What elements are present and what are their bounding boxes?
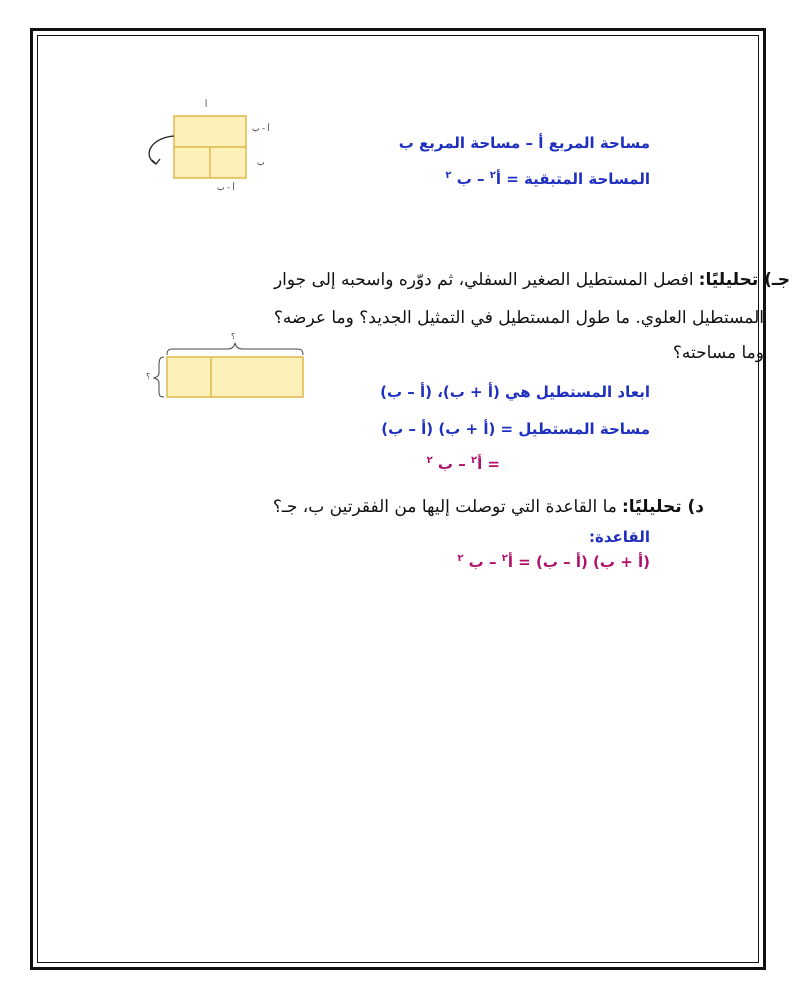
remaining-area-line: المساحة المتبقية = أ$^٢$ – ب $^٢$ xyxy=(445,170,650,188)
question-c-line3: وما مساحته؟ xyxy=(672,343,764,363)
fig1-right-bottom-label: ب xyxy=(257,158,265,167)
fig1-top-label: أ xyxy=(205,100,208,109)
fig2-left-question-mark: ؟ xyxy=(146,372,151,381)
area-difference-line: مساحة المربع أ – مساحة المربع ب xyxy=(398,134,650,152)
rectangle-area-result: = أ$^٢$ – ب $^٢$ xyxy=(426,455,500,473)
fig1-right-top-label: أ - ب xyxy=(252,124,270,133)
square-difference-figure xyxy=(138,98,288,198)
fig1-bottom-label: أ - ب xyxy=(217,183,235,192)
fig2-top-question-mark: ؟ xyxy=(231,332,236,341)
rectangle-rearranged-figure xyxy=(148,335,313,405)
rectangle-area-answer: مساحة المستطيل = (أ + ب) (أ – ب) xyxy=(381,420,650,438)
question-c-line1: جـ) تحليليًا: افصل المستطيل الصغير السفلي، ثم دوّره واسحبه إلى جوار xyxy=(273,270,790,290)
question-c-line2: المستطيل العلوي. ما طول المستطيل في التمثيل الجديد؟ وما عرضه؟ xyxy=(273,308,764,328)
rectangle-dimensions-answer: ابعاد المستطيل هي (أ + ب)، (أ – ب) xyxy=(380,383,650,401)
rule-formula: (أ + ب) (أ – ب) = أ$^٢$ – ب $^٢$ xyxy=(457,553,650,571)
rule-title: القاعدة: xyxy=(589,528,650,546)
question-d: د) تحليليًا: ما القاعدة التي توصلت إليها من الفقرتين ب، جـ؟ xyxy=(272,497,704,517)
